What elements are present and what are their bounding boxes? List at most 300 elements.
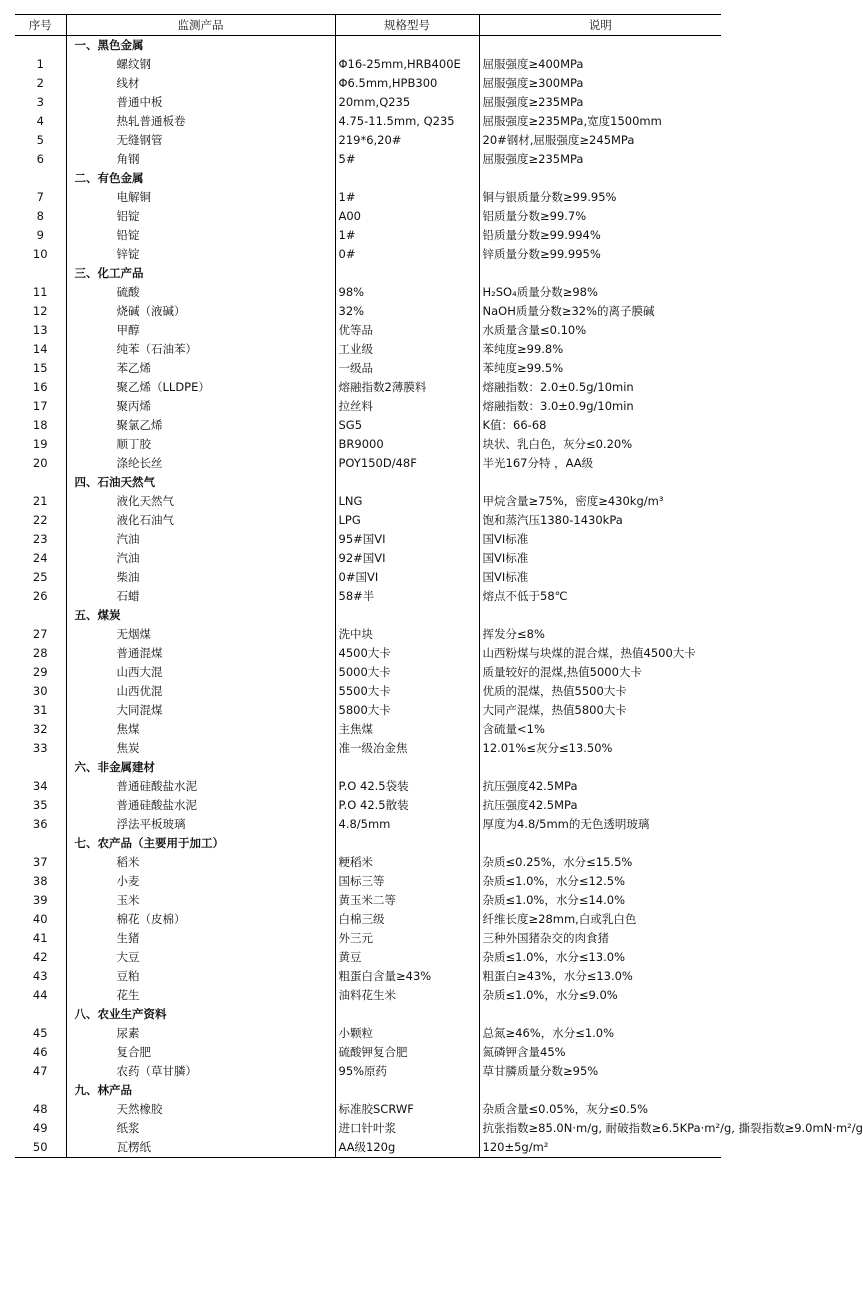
row-spec: 5000大卡 xyxy=(335,663,479,682)
row-seq: 34 xyxy=(32,779,48,793)
category-name: 六、非金属建材 xyxy=(66,758,335,777)
table-row xyxy=(15,1062,721,1081)
row-seq: 5 xyxy=(36,133,44,147)
row-spec: 5800大卡 xyxy=(335,701,479,720)
category-spec-cell xyxy=(335,834,479,853)
table-row xyxy=(15,188,721,207)
row-seq: 50 xyxy=(15,1138,66,1158)
row-product: 大同混煤 xyxy=(66,701,335,720)
row-product: 稻米 xyxy=(66,853,335,872)
table-row xyxy=(15,910,721,929)
row-spec: Φ16-25mm,HRB400E xyxy=(335,55,479,74)
row-description: 抗压强度42.5MPa xyxy=(479,777,721,796)
row-spec: POY150D/48F xyxy=(335,454,479,473)
category-name: 九、林产品 xyxy=(66,1081,335,1100)
category-spec-cell xyxy=(335,36,479,56)
row-product: 柴油 xyxy=(66,568,335,587)
row-seq: 36 xyxy=(32,817,48,831)
table-row xyxy=(15,1100,721,1119)
category-desc-cell xyxy=(479,606,721,625)
row-product: 涤纶长丝 xyxy=(66,454,335,473)
row-seq: 33 xyxy=(32,741,48,755)
row-seq: 43 xyxy=(32,969,48,983)
row-product: 普通硅酸盐水泥 xyxy=(66,796,335,815)
row-seq: 28 xyxy=(32,646,48,660)
row-description: 12.01%≤灰分≤13.50% xyxy=(479,739,721,758)
table-row xyxy=(15,378,721,397)
row-description: 块状、乳白色，灰分≤0.20% xyxy=(479,435,721,454)
row-product: 瓦楞纸 xyxy=(66,1138,335,1158)
category-desc-cell xyxy=(479,473,721,492)
category-desc-cell xyxy=(479,834,721,853)
header-spec: 规格型号 xyxy=(335,15,479,36)
table-row xyxy=(15,967,721,986)
table-row xyxy=(15,663,721,682)
row-product: 锌锭 xyxy=(66,245,335,264)
category-seq-cell xyxy=(15,834,66,853)
row-spec: 拉丝料 xyxy=(335,397,479,416)
table-row xyxy=(15,397,721,416)
row-spec: 优等品 xyxy=(335,321,479,340)
row-spec: 粗蛋白含量≥43% xyxy=(335,967,479,986)
row-spec: 外三元 xyxy=(335,929,479,948)
row-product: 线材 xyxy=(66,74,335,93)
row-spec: AA级120g xyxy=(335,1138,479,1158)
table-row xyxy=(15,720,721,739)
row-description: 屈服强度≥235MPa xyxy=(479,150,721,169)
row-seq: 42 xyxy=(32,950,48,964)
table-row xyxy=(15,682,721,701)
table-row xyxy=(15,701,721,720)
table-row xyxy=(15,131,721,150)
row-description: 半光167分特 ，AA级 xyxy=(479,454,721,473)
row-seq: 2 xyxy=(36,76,44,90)
row-description: 水质量含量≤0.10% xyxy=(479,321,721,340)
row-spec: 熔融指数2薄膜料 xyxy=(335,378,479,397)
row-product: 铝锭 xyxy=(66,207,335,226)
row-spec: 硫酸钾复合肥 xyxy=(335,1043,479,1062)
row-spec: 1# xyxy=(335,188,479,207)
row-product: 豆粕 xyxy=(66,967,335,986)
row-spec: 洗中块 xyxy=(335,625,479,644)
category-row xyxy=(15,1081,721,1100)
row-spec: P.O 42.5袋装 xyxy=(335,777,479,796)
row-description: 含硫量<1% xyxy=(479,720,721,739)
row-product: 焦炭 xyxy=(66,739,335,758)
table-row xyxy=(15,530,721,549)
table-row xyxy=(15,1024,721,1043)
row-description: NaOH质量分数≥32%的离子膜碱 xyxy=(479,302,721,321)
table-row xyxy=(15,492,721,511)
row-spec: P.O 42.5散装 xyxy=(335,796,479,815)
row-description: 优质的混煤，热值5500大卡 xyxy=(479,682,721,701)
category-name: 五、煤炭 xyxy=(66,606,335,625)
row-description: 杂质≤1.0%，水分≤14.0% xyxy=(479,891,721,910)
row-description: 国VI标准 xyxy=(479,530,721,549)
table-row xyxy=(15,112,721,131)
category-name: 三、化工产品 xyxy=(66,264,335,283)
category-spec-cell xyxy=(335,264,479,283)
row-description: 氮磷钾含量45% xyxy=(479,1043,721,1062)
row-seq: 7 xyxy=(36,190,44,204)
row-description: 杂质≤1.0%，水分≤9.0% xyxy=(479,986,721,1005)
row-spec: 黄豆 xyxy=(335,948,479,967)
table-row xyxy=(15,587,721,606)
table-row xyxy=(15,1138,721,1158)
row-product: 山西优混 xyxy=(66,682,335,701)
category-name: 四、石油天然气 xyxy=(66,473,335,492)
row-spec: 4500大卡 xyxy=(335,644,479,663)
row-spec: 粳稻米 xyxy=(335,853,479,872)
category-desc-cell xyxy=(479,169,721,188)
row-spec: Φ6.5mm,HPB300 xyxy=(335,74,479,93)
row-spec: 主焦煤 xyxy=(335,720,479,739)
row-description: 粗蛋白≥43%，水分≤13.0% xyxy=(479,967,721,986)
row-spec: 98% xyxy=(335,283,479,302)
row-product: 浮法平板玻璃 xyxy=(66,815,335,834)
table-row xyxy=(15,853,721,872)
row-product: 液化石油气 xyxy=(66,511,335,530)
category-seq-cell xyxy=(15,169,66,188)
table-body xyxy=(15,36,863,1158)
row-spec: 油料花生米 xyxy=(335,986,479,1005)
row-description: 屈服强度≥400MPa xyxy=(479,55,721,74)
row-product: 苯乙烯 xyxy=(66,359,335,378)
row-seq: 3 xyxy=(36,95,44,109)
row-description: 草甘膦质量分数≥95% xyxy=(479,1062,721,1081)
row-seq: 11 xyxy=(32,285,48,299)
table-row xyxy=(15,568,721,587)
category-row xyxy=(15,36,721,56)
row-spec: 0# xyxy=(335,245,479,264)
category-row xyxy=(15,758,721,777)
row-spec: 95%原药 xyxy=(335,1062,479,1081)
row-seq: 37 xyxy=(32,855,48,869)
row-product: 大豆 xyxy=(66,948,335,967)
row-description: 屈服强度≥235MPa,宽度1500mm xyxy=(479,112,721,131)
table-row xyxy=(15,891,721,910)
table-row xyxy=(15,340,721,359)
row-seq: 16 xyxy=(32,380,48,394)
row-spec: 1# xyxy=(335,226,479,245)
table-row xyxy=(15,321,721,340)
row-spec: 58#半 xyxy=(335,587,479,606)
row-product: 汽油 xyxy=(66,530,335,549)
row-product: 玉米 xyxy=(66,891,335,910)
table-row xyxy=(15,1043,721,1062)
header-seq: 序号 xyxy=(15,15,66,36)
category-spec-cell xyxy=(335,1081,479,1100)
row-seq: 35 xyxy=(32,798,48,812)
row-description: 屈服强度≥235MPa xyxy=(479,93,721,112)
row-description: 锌质量分数≥99.995% xyxy=(479,245,721,264)
table-row xyxy=(15,625,721,644)
row-description: 甲烷含量≥75%，密度≥430kg/m³ xyxy=(479,492,721,511)
row-seq: 4 xyxy=(36,114,44,128)
table-row xyxy=(15,435,721,454)
row-product: 铅锭 xyxy=(66,226,335,245)
row-description: 屈服强度≥300MPa xyxy=(479,74,721,93)
row-seq: 26 xyxy=(32,589,48,603)
row-seq: 44 xyxy=(32,988,48,1002)
row-description: 抗压强度42.5MPa xyxy=(479,796,721,815)
table-row xyxy=(15,207,721,226)
table-row xyxy=(15,416,721,435)
row-description: 抗张指数≥85.0N·m/g, 耐破指数≥6.5KPa·m²/g, 撕裂指数≥9.0mN·m²/g xyxy=(479,1119,721,1138)
row-description: 20#钢材,屈服强度≥245MPa xyxy=(479,131,721,150)
category-row xyxy=(15,606,721,625)
table-row xyxy=(15,796,721,815)
table-row xyxy=(15,283,721,302)
row-seq: 9 xyxy=(36,228,44,242)
table-row xyxy=(15,739,721,758)
row-seq: 30 xyxy=(32,684,48,698)
row-description: 杂质≤1.0%，水分≤13.0% xyxy=(479,948,721,967)
row-product: 焦煤 xyxy=(66,720,335,739)
row-description: 大同产混煤，热值5800大卡 xyxy=(479,701,721,720)
row-product: 普通混煤 xyxy=(66,644,335,663)
row-seq: 49 xyxy=(32,1121,48,1135)
row-product: 螺纹钢 xyxy=(66,55,335,74)
row-seq: 14 xyxy=(32,342,48,356)
row-seq: 6 xyxy=(36,152,44,166)
row-seq: 47 xyxy=(32,1064,48,1078)
row-description: 苯纯度≥99.8% xyxy=(479,340,721,359)
row-seq: 8 xyxy=(36,209,44,223)
row-description: 挥发分≤8% xyxy=(479,625,721,644)
row-product: 聚丙烯 xyxy=(66,397,335,416)
category-desc-cell xyxy=(479,1081,721,1100)
category-desc-cell xyxy=(479,36,721,56)
category-desc-cell xyxy=(479,1005,721,1024)
row-description: 山西粉煤与块煤的混合煤，热值4500大卡 xyxy=(479,644,721,663)
table-row xyxy=(15,815,721,834)
category-spec-cell xyxy=(335,473,479,492)
row-seq: 17 xyxy=(32,399,48,413)
category-spec-cell xyxy=(335,606,479,625)
row-seq: 48 xyxy=(32,1102,48,1116)
row-product: 纯苯（石油苯） xyxy=(66,340,335,359)
table-header-row xyxy=(15,15,721,36)
table-row xyxy=(15,226,721,245)
row-description: 纤维长度≥28mm,白或乳白色 xyxy=(479,910,721,929)
row-seq: 31 xyxy=(32,703,48,717)
category-seq-cell xyxy=(15,1081,66,1100)
row-description: 熔融指数：3.0±0.9g/10min xyxy=(479,397,721,416)
table-row xyxy=(15,1119,721,1138)
row-product: 无烟煤 xyxy=(66,625,335,644)
row-spec: 219*6,20# xyxy=(335,131,479,150)
row-product: 山西大混 xyxy=(66,663,335,682)
row-description: K值：66-68 xyxy=(479,416,721,435)
row-product: 天然橡胶 xyxy=(66,1100,335,1119)
row-seq: 22 xyxy=(32,513,48,527)
row-product: 复合肥 xyxy=(66,1043,335,1062)
row-spec: 4.8/5mm xyxy=(335,815,479,834)
row-seq: 24 xyxy=(32,551,48,565)
row-description: 饱和蒸汽压1380-1430kPa xyxy=(479,511,721,530)
category-seq-cell xyxy=(15,606,66,625)
row-description: 三种外国猪杂交的肉食猪 xyxy=(479,929,721,948)
row-spec: 工业级 xyxy=(335,340,479,359)
table-row xyxy=(15,986,721,1005)
row-product: 棉花（皮棉） xyxy=(66,910,335,929)
row-description: H₂SO₄质量分数≥98% xyxy=(479,283,721,302)
row-spec: 5500大卡 xyxy=(335,682,479,701)
category-row xyxy=(15,1005,721,1024)
row-seq: 19 xyxy=(32,437,48,451)
row-seq: 45 xyxy=(32,1026,48,1040)
row-description: 质量较好的混煤,热值5000大卡 xyxy=(479,663,721,682)
row-product: 角钢 xyxy=(66,150,335,169)
table-row xyxy=(15,644,721,663)
row-description: 厚度为4.8/5mm的无色透明玻璃 xyxy=(479,815,721,834)
row-description: 杂质≤0.25%，水分≤15.5% xyxy=(479,853,721,872)
row-spec: 进口针叶浆 xyxy=(335,1119,479,1138)
row-product: 尿素 xyxy=(66,1024,335,1043)
category-spec-cell xyxy=(335,1005,479,1024)
table-row xyxy=(15,93,721,112)
row-spec: SG5 xyxy=(335,416,479,435)
monitoring-product-table xyxy=(15,14,863,1158)
row-product: 聚乙烯（LLDPE） xyxy=(66,378,335,397)
table-row xyxy=(15,454,721,473)
table-row xyxy=(15,74,721,93)
table-row xyxy=(15,55,721,74)
row-product: 汽油 xyxy=(66,549,335,568)
category-desc-cell xyxy=(479,758,721,777)
row-product: 硫酸 xyxy=(66,283,335,302)
row-description: 杂质≤1.0%，水分≤12.5% xyxy=(479,872,721,891)
category-seq-cell xyxy=(15,36,66,56)
row-product: 甲醇 xyxy=(66,321,335,340)
category-row xyxy=(15,834,721,853)
table-row xyxy=(15,511,721,530)
row-description: 120±5g/m² xyxy=(479,1138,721,1158)
table-row xyxy=(15,948,721,967)
row-product: 生猪 xyxy=(66,929,335,948)
category-seq-cell xyxy=(15,758,66,777)
row-spec: 准一级冶金焦 xyxy=(335,739,479,758)
row-product: 液化天然气 xyxy=(66,492,335,511)
row-spec: A00 xyxy=(335,207,479,226)
row-description: 熔融指数：2.0±0.5g/10min xyxy=(479,378,721,397)
row-spec: 4.75-11.5mm, Q235 xyxy=(335,112,479,131)
row-description: 杂质含量≤0.05%，灰分≤0.5% xyxy=(479,1100,721,1119)
row-description: 熔点不低于58℃ xyxy=(479,587,721,606)
row-product: 普通硅酸盐水泥 xyxy=(66,777,335,796)
row-seq: 15 xyxy=(32,361,48,375)
row-description: 铅质量分数≥99.994% xyxy=(479,226,721,245)
row-seq: 27 xyxy=(32,627,48,641)
header-product: 监测产品 xyxy=(66,15,335,36)
row-product: 小麦 xyxy=(66,872,335,891)
row-spec: LPG xyxy=(335,511,479,530)
row-seq: 29 xyxy=(32,665,48,679)
row-seq: 13 xyxy=(32,323,48,337)
row-seq: 38 xyxy=(32,874,48,888)
row-seq: 21 xyxy=(32,494,48,508)
table-row xyxy=(15,872,721,891)
category-row xyxy=(15,473,721,492)
row-seq: 46 xyxy=(32,1045,48,1059)
row-spec: 小颗粒 xyxy=(335,1024,479,1043)
category-name: 八、农业生产资料 xyxy=(66,1005,335,1024)
row-product: 普通中板 xyxy=(66,93,335,112)
row-spec: 95#国VI xyxy=(335,530,479,549)
row-seq: 40 xyxy=(32,912,48,926)
row-seq: 20 xyxy=(32,456,48,470)
row-product: 花生 xyxy=(66,986,335,1005)
category-spec-cell xyxy=(335,758,479,777)
table-row xyxy=(15,929,721,948)
row-spec: 32% xyxy=(335,302,479,321)
row-product: 电解铜 xyxy=(66,188,335,207)
row-description: 苯纯度≥99.5% xyxy=(479,359,721,378)
category-spec-cell xyxy=(335,169,479,188)
category-desc-cell xyxy=(479,264,721,283)
row-spec: LNG xyxy=(335,492,479,511)
row-spec: 白棉三级 xyxy=(335,910,479,929)
category-name: 一、黑色金属 xyxy=(66,36,335,56)
row-product: 无缝钢管 xyxy=(66,131,335,150)
row-spec: 5# xyxy=(335,150,479,169)
row-spec: 一级品 xyxy=(335,359,479,378)
table-row xyxy=(15,549,721,568)
row-description: 铜与银质量分数≥99.95% xyxy=(479,188,721,207)
row-description: 国VI标准 xyxy=(479,568,721,587)
row-product: 烧碱（液碱） xyxy=(66,302,335,321)
row-spec: BR9000 xyxy=(335,435,479,454)
row-spec: 0#国VI xyxy=(335,568,479,587)
row-seq: 25 xyxy=(32,570,48,584)
row-seq: 39 xyxy=(32,893,48,907)
category-seq-cell xyxy=(15,473,66,492)
row-description: 总氮≥46%，水分≤1.0% xyxy=(479,1024,721,1043)
row-seq: 1 xyxy=(36,57,44,71)
category-name: 二、有色金属 xyxy=(66,169,335,188)
table-row xyxy=(15,777,721,796)
category-row xyxy=(15,169,721,188)
row-product: 石蜡 xyxy=(66,587,335,606)
category-name: 七、农产品（主要用于加工） xyxy=(66,834,335,853)
row-spec: 20mm,Q235 xyxy=(335,93,479,112)
row-seq: 32 xyxy=(32,722,48,736)
header-description: 说明 xyxy=(479,15,721,36)
row-spec: 国标三等 xyxy=(335,872,479,891)
row-seq: 10 xyxy=(32,247,48,261)
row-spec: 黄玉米二等 xyxy=(335,891,479,910)
row-seq: 18 xyxy=(32,418,48,432)
row-product: 农药（草甘膦） xyxy=(66,1062,335,1081)
table-row xyxy=(15,302,721,321)
row-description: 国VI标准 xyxy=(479,549,721,568)
table-row xyxy=(15,245,721,264)
row-product: 热轧普通板卷 xyxy=(66,112,335,131)
row-seq: 41 xyxy=(32,931,48,945)
row-product: 聚氯乙烯 xyxy=(66,416,335,435)
row-description: 铝质量分数≥99.7% xyxy=(479,207,721,226)
table-row xyxy=(15,359,721,378)
row-seq: 12 xyxy=(32,304,48,318)
category-row xyxy=(15,264,721,283)
row-spec: 92#国VI xyxy=(335,549,479,568)
row-seq: 23 xyxy=(32,532,48,546)
row-product: 顺丁胶 xyxy=(66,435,335,454)
category-seq-cell xyxy=(15,1005,66,1024)
category-seq-cell xyxy=(15,264,66,283)
table-row xyxy=(15,150,721,169)
